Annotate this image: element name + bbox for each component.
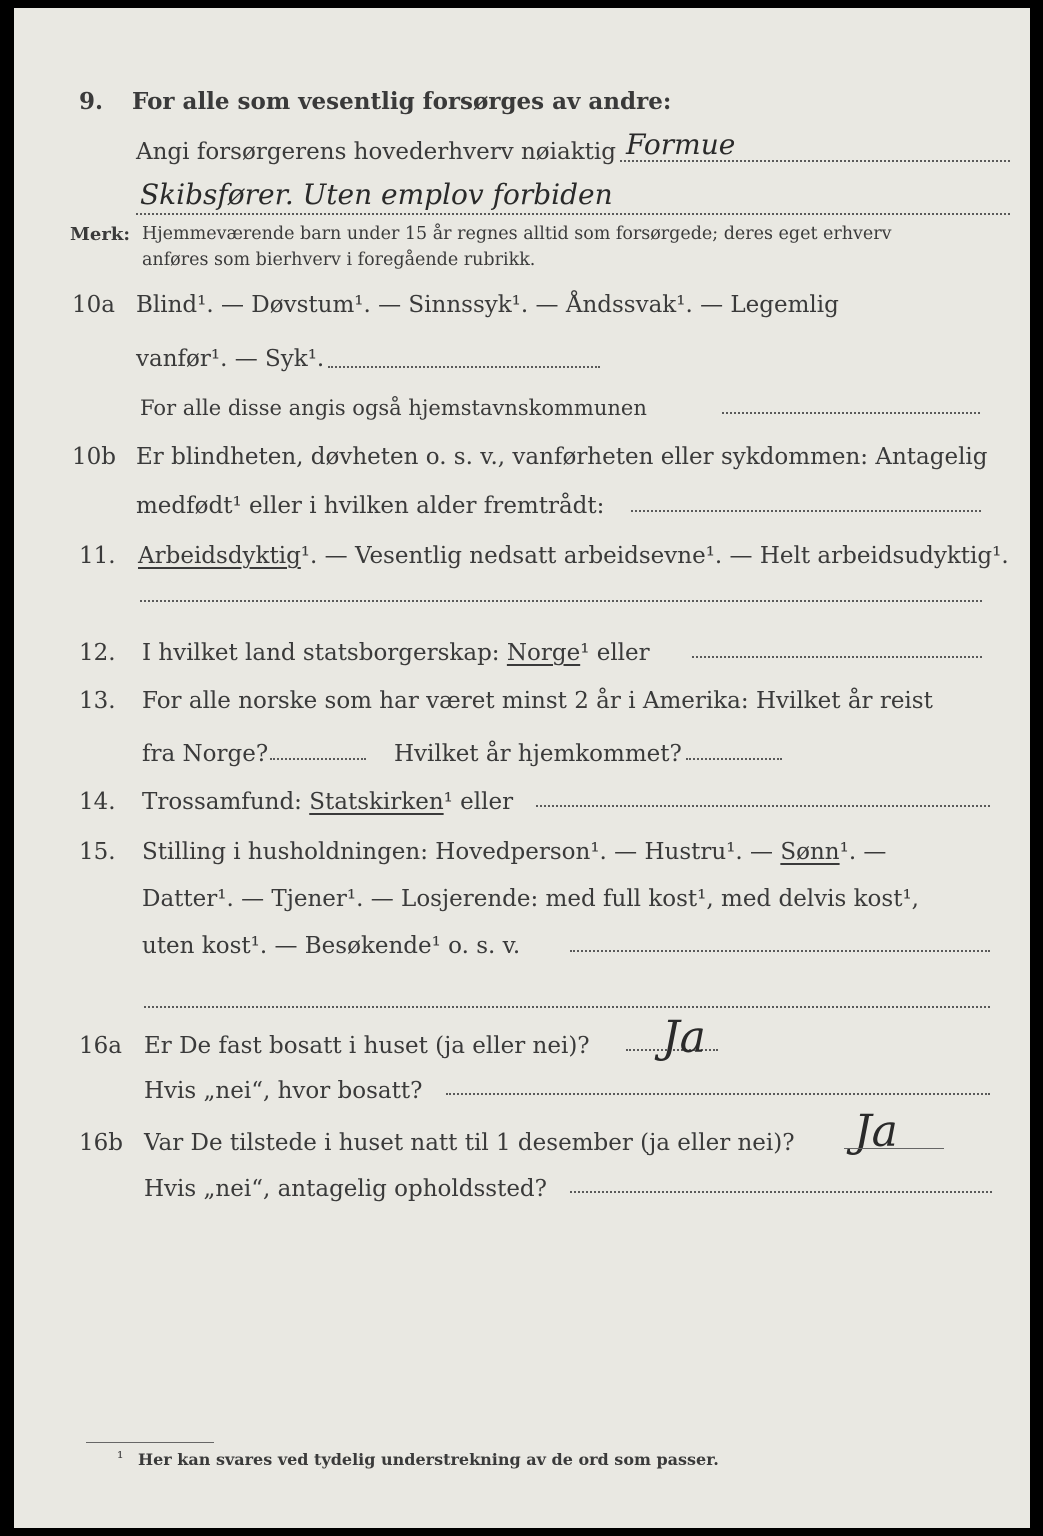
q15-line3: uten kost¹. — Besøkende¹ o. s. v. [142,933,521,959]
footnote-text: Her kan svares ved tydelig understrekning av de ord som passer. [138,1450,719,1469]
q12-country-line [692,656,982,658]
q14-suffix: ¹ eller [443,789,514,815]
q14-option-statskirken[interactable]: Statskirken [309,789,444,815]
q16a-number: 16a [79,1033,122,1059]
q16a-line2: Hvis „nei“, hvor bosatt? [144,1078,423,1104]
footnote-mark: ¹ [117,1448,124,1467]
q14-prefix: Trossamfund: [142,789,302,815]
q10b-age-line [631,510,981,512]
q11-answer-line [140,600,982,602]
q13-line1: For alle norske som har været minst 2 år i Amerika: Hvilket år reist [142,688,933,714]
q16a-residence-line [446,1093,990,1095]
q16b-handwriting: Ja [854,1106,898,1157]
q10b-number: 10b [72,444,116,470]
q9-occupation-label: Angi forsørgerens hovederhverv nøiaktig [136,139,616,165]
q12-suffix: ¹ eller [580,640,650,666]
q10a-number: 10a [72,292,115,318]
q16b-number: 16b [79,1130,123,1156]
q16a-line1: Er De fast bosatt i huset (ja eller nei)? [144,1033,590,1059]
q15-line2: Datter¹. — Tjener¹. — Losjerende: med full kost¹, med delvis kost¹, [142,886,919,912]
q10a-line1: Blind¹. — Døvstum¹. — Sinnssyk¹. — Åndssvak¹. — Legemlig [136,292,839,318]
q15-line1a: Stilling i husholdningen: Hovedperson¹. — Hustru¹. — [142,839,774,865]
q9-number: 9. [79,88,104,115]
q12-option-norge[interactable]: Norge [506,640,581,666]
q13-number: 13. [79,688,116,714]
q9-occupation-line-2 [136,213,1010,215]
q13-left-label: fra Norge? [142,741,269,767]
q11-number: 11. [79,543,116,569]
q14-number: 14. [79,789,116,815]
q11-option-arbeidsdyktig[interactable]: Arbeidsdyktig [138,543,301,569]
q9-provider-handwriting: Skibsfører. Uten emplov forbiden [140,178,613,211]
q16b-location-line [570,1191,992,1193]
q9-occupation-handwriting: Formue [626,128,736,161]
q16a-handwriting: Ja [662,1012,706,1063]
q16b-line2: Hvis „nei“, antagelig opholdssted? [144,1176,547,1202]
merk-line1: Hjemmeværende barn under 15 år regnes alltid som forsørgede; deres eget erhverv [142,224,892,244]
q15-answer-line [144,1006,990,1008]
merk-line2: anføres som bierhverv i foregående rubrikk. [142,250,536,270]
q12-prefix: I hvilket land statsborgerskap: [142,640,500,666]
q10a-line2: vanfør¹. — Syk¹. [136,346,325,372]
q13-returned-line [686,758,782,760]
q16b-line1: Var De tilstede i huset natt til 1 desember (ja eller nei)? [144,1130,795,1156]
q15-number: 15. [79,839,116,865]
q14-line [142,791,513,814]
q15-line1 [142,841,886,864]
census-form-page [14,8,1030,1528]
q12-number: 12. [79,640,116,666]
q15-line1b: ¹. — [839,839,887,865]
q12-line [142,642,650,665]
q13-returned-label: Hvilket år hjemkommet? [394,741,682,767]
q10a-municipality-line [722,412,980,414]
q15-other-line [570,950,990,952]
q15-option-sonn[interactable]: Sønn [780,839,840,865]
q10b-line1: Er blindheten, døvheten o. s. v., vanførheten eller sykdommen: Antagelig [136,444,988,470]
footnote-rule [86,1442,214,1443]
q9-title: For alle som vesentlig forsørges av andre: [132,88,672,115]
q10b-line2: medfødt¹ eller i hvilken alder fremtrådt: [136,493,605,519]
q13-left-line [270,758,366,760]
q10a-line3: For alle disse angis også hjemstavnskommunen [140,396,647,420]
q11-rest: ¹. — Vesentlig nedsatt arbeidsevne¹. — Helt arbeidsudyktig¹. [300,543,1009,569]
q14-religion-line [536,805,990,807]
q10a-sick-line [328,366,600,368]
q11-line [138,545,1009,568]
merk-label: Merk: [70,224,130,245]
q16b-answer-line [844,1148,944,1149]
